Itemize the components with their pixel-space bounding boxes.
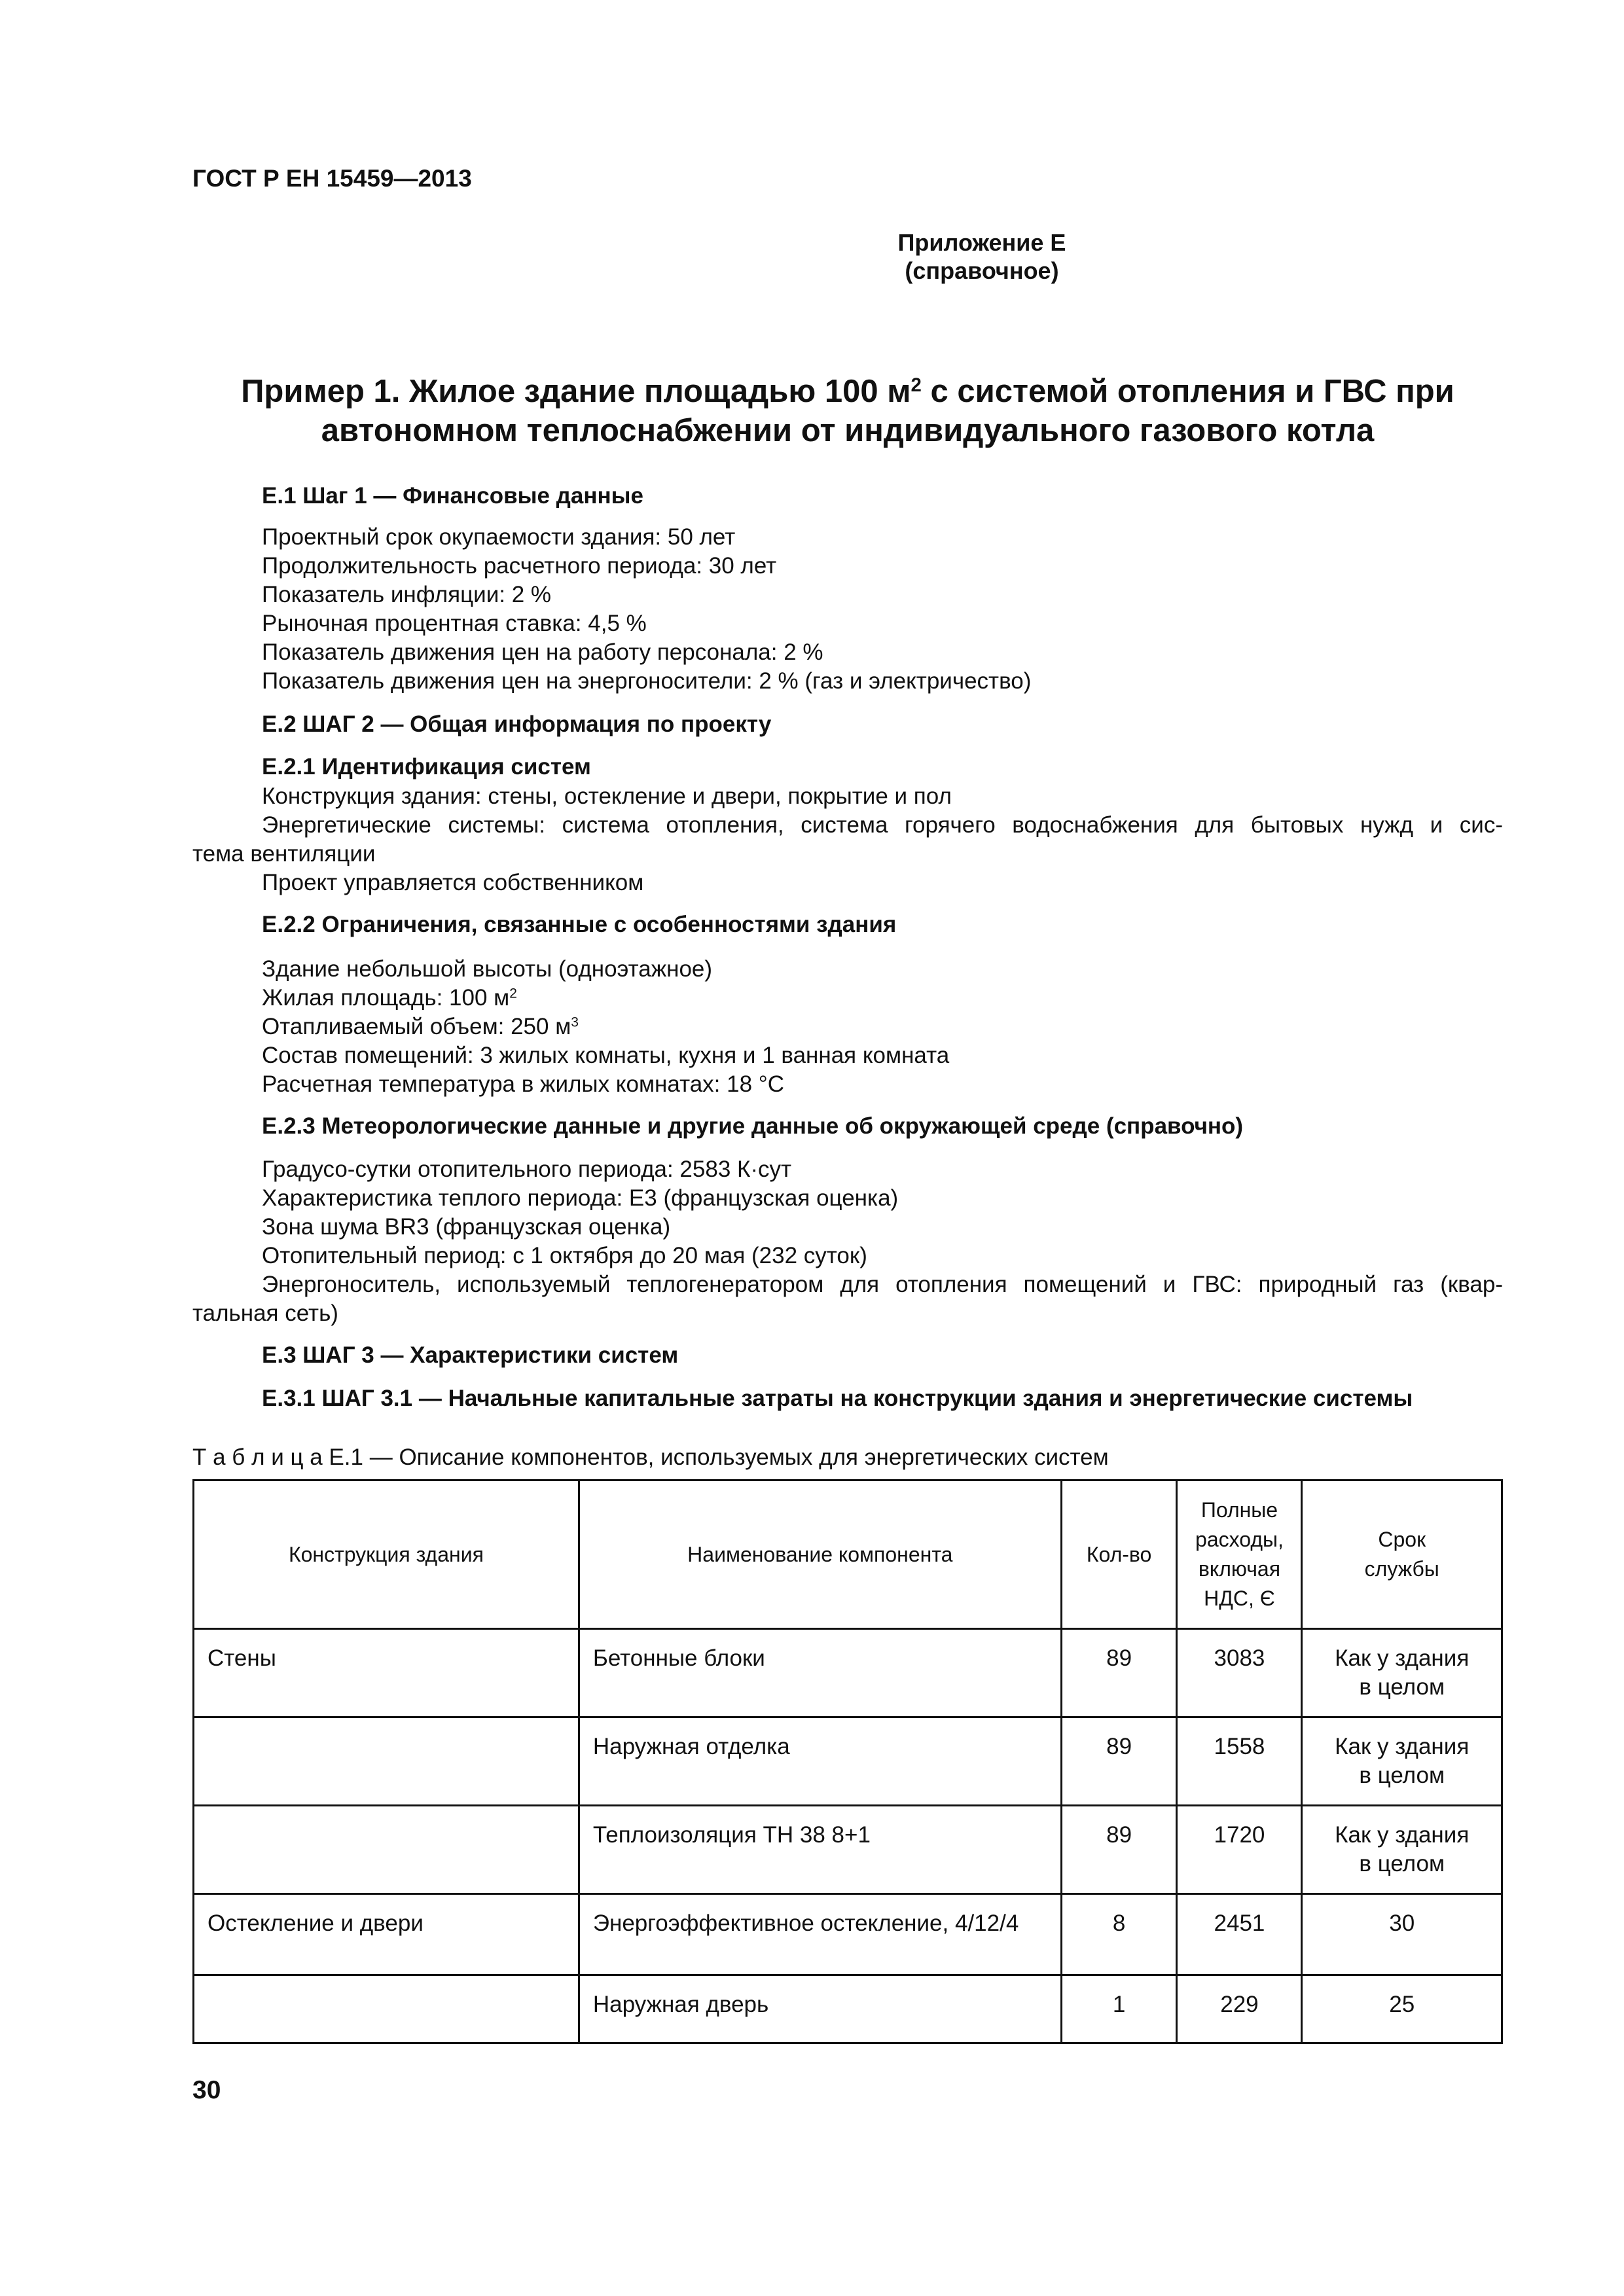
text-line: Проект управляется собственником [262,870,644,895]
text-line: Зона шума BR3 (французская оценка) [262,1214,671,1240]
cell-qty: 89 [1061,1806,1177,1894]
table-row [194,1806,1502,1894]
text-line-continued: тема вентиляции [192,841,376,867]
cell-component: Бетонные блоки [579,1629,1061,1717]
cell-component: Наружная отделка [579,1717,1061,1806]
text-line: Показатель движения цен на работу персонала: 2 % [262,639,823,665]
life-line: в целом [1359,1851,1445,1876]
example-title-line2: автономном теплоснабжении от индивидуального газового котла [321,413,1375,448]
cell-service-life [1302,1894,1502,1975]
life-line: в целом [1359,1674,1445,1700]
cell-qty: 89 [1061,1717,1177,1806]
life-line: 25 [1389,1992,1415,2017]
example-title-line1b: с системой отопления и ГВС при [921,374,1454,409]
life-line: 30 [1389,1910,1415,1936]
cell-construction [194,1717,579,1806]
header-cost-line: НДС, Є [1204,1587,1275,1610]
text-line: Показатель инфляции: 2 % [262,582,552,607]
example-title-line1a: Пример 1. Жилое здание площадью 100 м [241,374,911,409]
table-header-row [194,1480,1502,1629]
table-row [194,1975,1502,2043]
standard-header: ГОСТ Р ЕН 15459—2013 [192,165,472,192]
section-e22-heading: Е.2.2 Ограничения, связанные с особенностями здания [262,912,897,937]
text-line-body: Жилая площадь: 100 м [262,985,510,1011]
cell-qty: 89 [1061,1629,1177,1717]
text-line-continued: тальная сеть) [192,1300,338,1326]
life-line: Как у здания [1335,1645,1470,1671]
cell-service-life [1302,1717,1502,1806]
text-line: Расчетная температура в жилых комнатах: 18 °С [262,1071,785,1097]
header-cost-line: расходы, [1195,1528,1284,1551]
text-line: Характеристика теплого периода: Е3 (французская оценка) [262,1185,899,1211]
header-life-line: службы [1364,1557,1439,1581]
cell-construction [194,1806,579,1894]
cell-component: Энергоэффективное остекление, 4/12/4 [579,1894,1061,1975]
superscript: 3 [571,1014,579,1030]
cell-construction: Стены [194,1629,579,1717]
cell-cost: 3083 [1177,1629,1302,1717]
components-table [192,1479,1503,2044]
life-line: Как у здания [1335,1734,1470,1759]
cell-cost: 1720 [1177,1806,1302,1894]
section-e23-heading: Е.2.3 Метеорологические данные и другие данные об окружающей среде (справочно) [262,1113,1244,1139]
cell-qty: 1 [1061,1975,1177,2043]
text-line: Проектный срок окупаемости здания: 50 лет [262,524,736,550]
table-caption [192,1444,1109,1471]
superscript: 2 [911,374,922,396]
cell-cost: 1558 [1177,1717,1302,1806]
cell-component: Теплоизоляция ТН 38 8+1 [579,1806,1061,1894]
appendix-title: Приложение Е [897,229,1066,256]
text-line [262,1013,579,1041]
cell-cost: 2451 [1177,1894,1302,1975]
section-e31-heading: Е.3.1 ШАГ 3.1 — Начальные капитальные затраты на конструкции здания и энергетические системы [262,1386,1413,1411]
life-line: в целом [1359,1763,1445,1788]
appendix-subtitle: (справочное) [905,257,1059,284]
cell-service-life [1302,1806,1502,1894]
cell-cost: 229 [1177,1975,1302,2043]
header-cost-line: Полные [1200,1498,1278,1522]
table-row [194,1629,1502,1717]
example-title [192,372,1503,450]
text-line-justified: Энергетические системы: система отопления, система горячего водоснабжения для бытовых нужд и сис- [262,812,1503,838]
table-caption-text: Е.1 — Описание компонентов, используемых для энергетических систем [322,1444,1109,1470]
header-life-line: Срок [1378,1528,1426,1551]
cell-construction [194,1975,579,2043]
text-line: Отопительный период: с 1 октября до 20 мая (232 суток) [262,1243,867,1268]
cell-component: Наружная дверь [579,1975,1061,2043]
text-line [262,984,517,1013]
life-line: Как у здания [1335,1822,1470,1848]
text-line: Конструкция здания: стены, остекление и двери, покрытие и пол [262,783,952,809]
header-service-life [1302,1480,1502,1629]
text-line: Градусо-сутки отопительного периода: 2583 К·сут [262,1157,792,1182]
header-component: Наименование компонента [579,1480,1061,1629]
superscript: 2 [509,986,517,1001]
text-line: Здание небольшой высоты (одноэтажное) [262,956,713,982]
section-e21-heading: Е.2.1 Идентификация систем [262,754,591,780]
section-e1-heading: Е.1 Шаг 1 — Финансовые данные [262,483,644,509]
text-line-justified: Энергоноситель, используемый теплогенератором для отопления помещений и ГВС: природный газ (квар- [262,1272,1503,1297]
text-line: Показатель движения цен на энергоносители: 2 % (газ и электричество) [262,668,1032,694]
section-e2-heading: Е.2 ШАГ 2 — Общая информация по проекту [262,711,772,737]
text-line: Состав помещений: 3 жилых комнаты, кухня и 1 ванная комната [262,1043,950,1068]
cell-service-life [1302,1975,1502,2043]
table-row [194,1717,1502,1806]
header-construction: Конструкция здания [194,1480,579,1629]
table-caption-prefix: Т а б л и ц а [192,1444,323,1470]
text-line: Рыночная процентная ставка: 4,5 % [262,611,647,636]
section-e3-heading: Е.3 ШАГ 3 — Характеристики систем [262,1342,679,1368]
header-qty: Кол-во [1061,1480,1177,1629]
page-number: 30 [192,2076,221,2104]
header-cost [1177,1480,1302,1629]
text-line: Продолжительность расчетного периода: 30 лет [262,553,777,579]
cell-service-life [1302,1629,1502,1717]
text-line-body: Отапливаемый объем: 250 м [262,1014,571,1039]
table-row [194,1894,1502,1975]
header-cost-line: включая [1198,1557,1281,1581]
cell-construction: Остекление и двери [194,1894,579,1975]
cell-qty: 8 [1061,1894,1177,1975]
